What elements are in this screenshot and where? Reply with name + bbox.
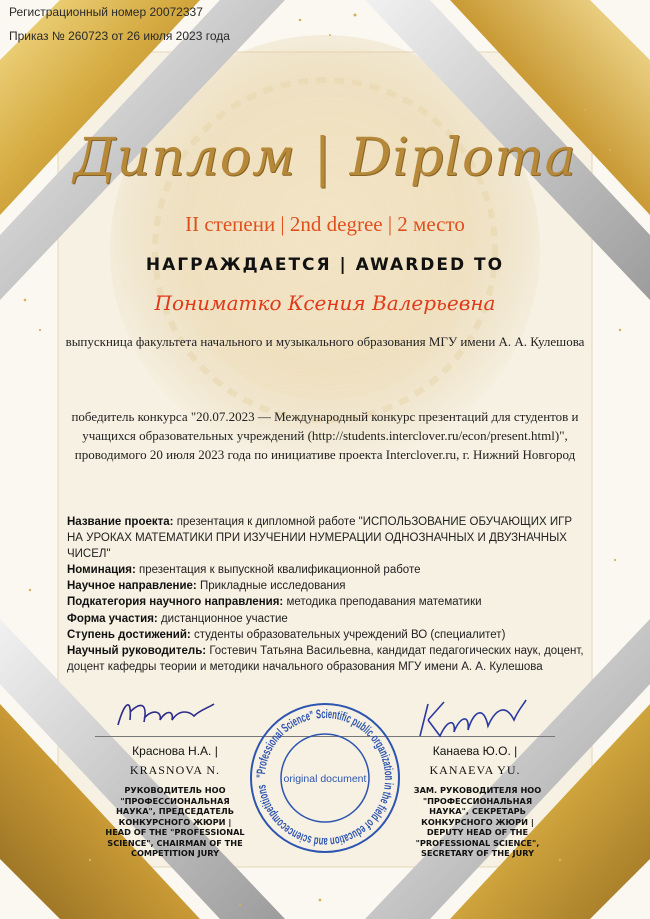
detail-label: Номинация: bbox=[67, 564, 136, 577]
signer-right-name-ru: Канаева Ю.О. | bbox=[432, 744, 518, 758]
detail-value: презентация к дипломной работе "ИСПОЛЬЗОВАНИЕ ОБУЧАЮЩИХ ИГР НА УРОКАХ МАТЕМАТИКИ ПРИ ИЗУЧЕНИИ НУМЕРАЦИИ ОДНОЗНАЧНЫХ И ДВУЗНАЧНЫХ ЧИСЕЛ" bbox=[67, 516, 573, 561]
detail-value: студенты образовательных учреждений ВО (специалитет) bbox=[193, 628, 506, 641]
order-number: Приказ № 260723 от 26 июля 2023 года bbox=[9, 29, 230, 43]
stamp-ring-text: "Professional Science" Scientific public organization in the field of education and sciencecompetitions bbox=[253, 706, 397, 850]
signer-right-position: ЗАМ. РУКОВОДИТЕЛЯ НОО "ПРОФЕССИОНАЛЬНАЯ НАУКА", СЕКРЕТАРЬ КОНКУРСНОГО ЖЮРИ | DEPUTY HEAD OF THE "PROFESSIONAL SCIENCE", SECRETARY OF THE JURY bbox=[413, 785, 542, 858]
detail-label: Название проекта: bbox=[67, 516, 174, 528]
organization-stamp bbox=[247, 700, 403, 856]
detail-row bbox=[67, 578, 587, 594]
signer-right-name-lat: KANAEVA YU. bbox=[429, 763, 521, 777]
detail-row bbox=[67, 643, 587, 675]
detail-value: презентация к выпускной квалификационной работе bbox=[138, 564, 421, 577]
stamp-center-text: original document bbox=[283, 773, 367, 785]
detail-value: Гостевич Татьяна Васильевна, кандидат педагогических наук, доцент, доцент кафедры теории и методики начального образования МГУ имени А. А. Кулешова bbox=[67, 644, 584, 673]
detail-label: Научный руководитель: bbox=[67, 644, 207, 657]
detail-value: Прикладные исследования bbox=[199, 580, 346, 593]
signer-left-name-ru: Краснова Н.А. | bbox=[132, 744, 218, 758]
signer-left-name-lat: KRASNOVA N. bbox=[129, 763, 221, 777]
diploma-title: Диплом | Diploma bbox=[73, 128, 577, 188]
signature-krasnova bbox=[110, 690, 220, 740]
detail-value: методика преподавания математики bbox=[286, 596, 482, 609]
detail-label: Форма участия: bbox=[67, 612, 158, 625]
signer-left-position: РУКОВОДИТЕЛЬ НОО "ПРОФЕССИОНАЛЬНАЯ НАУКА", ПРЕДСЕДАТЕЛЬ КОНКУРСНОГО ЖЮРИ | HEAD OF THE "PROFESSIONAL SCIENCE", CHAIRMAN OF THE COMPETITION JURY bbox=[105, 785, 245, 858]
detail-label: Ступень достижений: bbox=[67, 628, 191, 641]
detail-value: дистанционное участие bbox=[160, 612, 288, 625]
detail-row bbox=[67, 611, 587, 627]
detail-label: Научное направление: bbox=[67, 580, 197, 593]
signature-kanaeva bbox=[410, 696, 530, 746]
winner-text: победитель конкурса "20.07.2023 — Международный конкурс презентаций для студентов и учащихся образовательных учреждений (http://students.interclover.ru/econ/present.html)", проводимого 20 июля 2023 года по инициативе проекта Interclover.ru, г. Нижний Новгород bbox=[71, 409, 579, 462]
recipient-name: Пониматко Ксения Валерьевна bbox=[154, 291, 496, 315]
detail-row bbox=[67, 514, 587, 562]
detail-row bbox=[67, 594, 587, 610]
registration-number: Регистрационный номер 20072337 bbox=[9, 5, 203, 19]
detail-row bbox=[67, 627, 587, 643]
project-details bbox=[67, 514, 587, 675]
detail-row bbox=[67, 562, 587, 578]
recipient-info: выпускница факультета начального и музыкального образования МГУ имени А. А. Кулешова bbox=[65, 334, 585, 349]
diploma-degree: II степени | 2nd degree | 2 место bbox=[185, 212, 465, 236]
detail-label: Подкатегория научного направления: bbox=[67, 596, 284, 609]
awarded-to-heading: НАГРАЖДАЕТСЯ | AWARDED TO bbox=[145, 255, 505, 275]
